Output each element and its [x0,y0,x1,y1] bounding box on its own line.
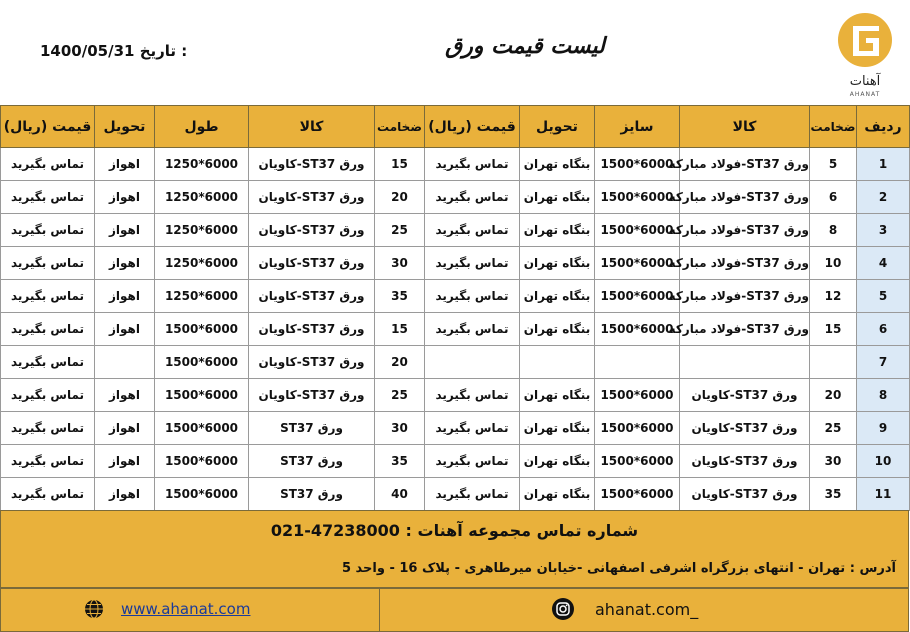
cell-thickness-2: 15 [375,148,425,181]
table-row [1,148,910,181]
cell-thickness: 20 [810,379,857,412]
cell-price-2: تماس بگیرید [1,346,95,379]
cell-delivery [520,346,595,379]
table-row [1,379,910,412]
cell-price: تماس بگیرید [425,181,520,214]
cell-item-2: ورق ST37-کاویان [249,313,375,346]
table-row [1,412,910,445]
cell-thickness: 8 [810,214,857,247]
cell-price [425,346,520,379]
cell-delivery-2: اهواز [95,214,155,247]
cell-size: 1500*6000 [595,478,680,511]
table-row [1,247,910,280]
cell-size: 1500*6000 [595,247,680,280]
cell-price-2: تماس بگیرید [1,181,95,214]
logo-subtext: AHANAT [849,91,881,98]
cell-item-2: ورق ST37-کاویان [249,247,375,280]
page-title: لیست قیمت ورق [445,34,605,59]
phone-label: شماره تماس مجموعه آهنات : [405,521,639,540]
cell-item-2: ورق ST37 [249,445,375,478]
phone-number: 021-47238000 [270,521,400,540]
cell-thickness-2: 20 [375,346,425,379]
cell-price-2: تماس بگیرید [1,247,95,280]
instagram-handle[interactable]: ahanat.com_ [595,600,699,619]
cell-delivery-2: اهواز [95,280,155,313]
cell-row-no: 6 [857,313,910,346]
cell-size [595,346,680,379]
cell-delivery: بنگاه تهران [520,445,595,478]
cell-length-2: 1250*6000 [155,181,249,214]
cell-price-2: تماس بگیرید [1,445,95,478]
cell-price-2: تماس بگیرید [1,148,95,181]
table-row [1,181,910,214]
cell-item: ورق ST37-کاویان [680,412,810,445]
cell-price: تماس بگیرید [425,313,520,346]
cell-item-2: ورق ST37-کاویان [249,280,375,313]
website-link[interactable]: www.ahanat.com [121,600,251,618]
phone-bar [0,510,909,554]
cell-size: 1500*6000 [595,181,680,214]
cell-item: ورق ST37-فولاد مبارکه [680,148,810,181]
cell-item: ورق ST37-کاویان [680,478,810,511]
cell-length-2: 1500*6000 [155,412,249,445]
logo-icon [835,8,895,74]
cell-length-2: 1250*6000 [155,280,249,313]
col-header-size: سایز [595,106,680,148]
cell-price: تماس بگیرید [425,412,520,445]
col-header-row-no: ردیف [857,106,910,148]
cell-thickness [810,346,857,379]
phone-line [1,521,908,540]
cell-thickness-2: 15 [375,313,425,346]
cell-price: تماس بگیرید [425,247,520,280]
globe-icon [84,599,104,619]
cell-delivery: بنگاه تهران [520,412,595,445]
col-header-price-2: قیمت (ریال) [1,106,95,148]
cell-row-no: 11 [857,478,910,511]
cell-item [680,346,810,379]
cell-item-2: ورق ST37-کاویان [249,346,375,379]
col-header-delivery: تحویل [520,106,595,148]
cell-price-2: تماس بگیرید [1,313,95,346]
cell-price-2: تماس بگیرید [1,280,95,313]
cell-size: 1500*6000 [595,280,680,313]
cell-thickness: 12 [810,280,857,313]
cell-thickness: 15 [810,313,857,346]
cell-item: ورق ST37-فولاد مبارکه [680,214,810,247]
col-header-item-2: کالا [249,106,375,148]
table-row [1,313,910,346]
cell-thickness: 6 [810,181,857,214]
cell-length-2: 1250*6000 [155,148,249,181]
cell-item-2: ورق ST37-کاویان [249,379,375,412]
cell-thickness-2: 30 [375,247,425,280]
date-label: تاریخ : [139,42,188,60]
cell-row-no: 1 [857,148,910,181]
cell-thickness: 5 [810,148,857,181]
cell-item: ورق ST37-کاویان [680,445,810,478]
cell-thickness: 30 [810,445,857,478]
cell-delivery-2 [95,346,155,379]
cell-row-no: 4 [857,247,910,280]
instagram-icon [552,598,574,620]
cell-delivery-2: اهواز [95,445,155,478]
cell-length-2: 1250*6000 [155,247,249,280]
table-row [1,214,910,247]
cell-thickness: 25 [810,412,857,445]
col-header-thickness: ضخامت [810,106,857,148]
cell-item-2: ورق ST37-کاویان [249,181,375,214]
col-header-length-2: طول [155,106,249,148]
cell-thickness-2: 25 [375,214,425,247]
cell-item-2: ورق ST37 [249,412,375,445]
cell-delivery-2: اهواز [95,478,155,511]
cell-row-no: 8 [857,379,910,412]
date [40,42,187,60]
cell-thickness-2: 40 [375,478,425,511]
ahanat-logo [835,8,895,100]
cell-price-2: تماس بگیرید [1,214,95,247]
cell-delivery: بنگاه تهران [520,379,595,412]
cell-delivery-2: اهواز [95,247,155,280]
cell-thickness-2: 35 [375,445,425,478]
cell-length-2: 1250*6000 [155,214,249,247]
cell-thickness-2: 25 [375,379,425,412]
cell-delivery-2: اهواز [95,379,155,412]
cell-price: تماس بگیرید [425,478,520,511]
cell-row-no: 7 [857,346,910,379]
cell-delivery-2: اهواز [95,412,155,445]
cell-delivery: بنگاه تهران [520,214,595,247]
date-value: 1400/05/31 [40,42,135,60]
cell-row-no: 10 [857,445,910,478]
price-table [0,105,910,511]
cell-delivery: بنگاه تهران [520,313,595,346]
contact-bar [0,588,909,632]
cell-size: 1500*6000 [595,313,680,346]
cell-price: تماس بگیرید [425,148,520,181]
address-bar [0,553,909,588]
cell-thickness-2: 35 [375,280,425,313]
cell-price-2: تماس بگیرید [1,412,95,445]
cell-size: 1500*6000 [595,445,680,478]
cell-row-no: 5 [857,280,910,313]
cell-item: ورق ST37-فولاد مبارکه [680,313,810,346]
cell-row-no: 2 [857,181,910,214]
cell-size: 1500*6000 [595,379,680,412]
cell-row-no: 3 [857,214,910,247]
col-header-price: قیمت (ریال) [425,106,520,148]
cell-delivery-2: اهواز [95,313,155,346]
cell-delivery: بنگاه تهران [520,181,595,214]
logo-text: آهنات [849,74,881,89]
cell-delivery: بنگاه تهران [520,280,595,313]
cell-thickness-2: 20 [375,181,425,214]
cell-item: ورق ST37-فولاد مبارکه [680,181,810,214]
cell-size: 1500*6000 [595,412,680,445]
table-row [1,445,910,478]
cell-delivery: بنگاه تهران [520,148,595,181]
cell-thickness: 35 [810,478,857,511]
cell-price: تماس بگیرید [425,214,520,247]
footer-divider [379,589,380,631]
cell-price: تماس بگیرید [425,280,520,313]
cell-thickness-2: 30 [375,412,425,445]
address-text: آدرس : تهران - انتهای بزرگراه اشرفی اصفهانی -خیابان میرطاهری - پلاک 16 - واحد 5 [341,561,896,576]
cell-delivery-2: اهواز [95,148,155,181]
header [0,0,909,105]
cell-price: تماس بگیرید [425,379,520,412]
cell-item: ورق ST37-فولاد مبارکه [680,247,810,280]
cell-delivery: بنگاه تهران [520,247,595,280]
cell-delivery: بنگاه تهران [520,478,595,511]
table-row [1,346,910,379]
cell-item-2: ورق ST37-کاویان [249,148,375,181]
table-row [1,478,910,511]
cell-length-2: 1500*6000 [155,445,249,478]
table-row [1,280,910,313]
cell-row-no: 9 [857,412,910,445]
cell-length-2: 1500*6000 [155,346,249,379]
cell-delivery-2: اهواز [95,181,155,214]
cell-price-2: تماس بگیرید [1,379,95,412]
cell-length-2: 1500*6000 [155,478,249,511]
cell-item-2: ورق ST37 [249,478,375,511]
col-header-item: کالا [680,106,810,148]
cell-thickness: 10 [810,247,857,280]
cell-price-2: تماس بگیرید [1,478,95,511]
cell-length-2: 1500*6000 [155,379,249,412]
col-header-thickness-2: ضخامت [375,106,425,148]
cell-item: ورق ST37-کاویان [680,379,810,412]
cell-size: 1500*6000 [595,148,680,181]
cell-item: ورق ST37-فولاد مبارکه [680,280,810,313]
header-row [1,106,910,148]
col-header-delivery-2: تحویل [95,106,155,148]
cell-size: 1500*6000 [595,214,680,247]
cell-length-2: 1500*6000 [155,313,249,346]
table-body [1,148,910,511]
cell-price: تماس بگیرید [425,445,520,478]
cell-item-2: ورق ST37-کاویان [249,214,375,247]
